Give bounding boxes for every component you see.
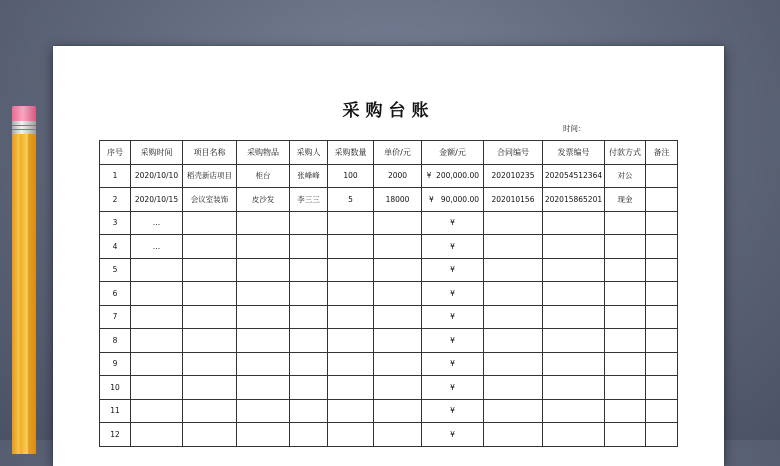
cell-qty[interactable]: 100 xyxy=(328,164,374,188)
document-title: 采购台账 xyxy=(342,101,435,121)
cell-invoice[interactable] xyxy=(543,329,605,353)
cell-price[interactable] xyxy=(374,258,422,282)
cell-date[interactable]: … xyxy=(131,211,183,235)
cell-buyer[interactable] xyxy=(290,282,328,306)
cell-price[interactable] xyxy=(374,235,422,259)
cell-item[interactable] xyxy=(237,211,290,235)
cell-payment[interactable] xyxy=(605,305,646,329)
cell-date[interactable] xyxy=(131,258,183,282)
time-label: 时间： xyxy=(563,124,586,133)
cell-price[interactable] xyxy=(374,211,422,235)
cell-invoice[interactable] xyxy=(543,211,605,235)
cell-date[interactable] xyxy=(131,282,183,306)
cell-date[interactable] xyxy=(131,399,183,423)
cell-project[interactable] xyxy=(183,305,237,329)
cell-payment[interactable] xyxy=(605,423,646,447)
cell-project[interactable] xyxy=(183,352,237,376)
cell-seq[interactable]: 6 xyxy=(100,282,131,306)
cell-invoice[interactable] xyxy=(543,305,605,329)
table-row xyxy=(100,352,678,376)
header-project: 项目名称 xyxy=(183,141,237,165)
cell-project[interactable] xyxy=(183,282,237,306)
cell-project[interactable]: 稻壳新店项目 xyxy=(183,164,237,188)
cell-buyer[interactable] xyxy=(290,423,328,447)
cell-price[interactable] xyxy=(374,282,422,306)
cell-qty[interactable] xyxy=(328,258,374,282)
table-body xyxy=(100,164,678,446)
pencil-body xyxy=(12,134,36,454)
cell-price[interactable]: 2000 xyxy=(374,164,422,188)
cell-seq[interactable]: 4 xyxy=(100,235,131,259)
cell-qty[interactable] xyxy=(328,352,374,376)
amount-value: 90,000.00 xyxy=(440,194,479,204)
table-header-row xyxy=(100,141,678,165)
header-date: 采购时间 xyxy=(131,141,183,165)
header-amount: 金额/元 xyxy=(422,141,484,165)
cell-date[interactable] xyxy=(131,423,183,447)
cell-seq[interactable]: 1 xyxy=(100,164,131,188)
cell-contract[interactable] xyxy=(484,329,543,353)
cell-buyer[interactable] xyxy=(290,211,328,235)
cell-contract[interactable]: 202010235 xyxy=(484,164,543,188)
amount-value: 200,000.00 xyxy=(436,171,479,181)
currency-symbol: ¥ xyxy=(450,335,455,345)
cell-invoice[interactable] xyxy=(543,258,605,282)
table-row xyxy=(100,423,678,447)
table-row xyxy=(100,235,678,259)
currency-symbol: ¥ xyxy=(426,171,432,181)
cell-amount[interactable] xyxy=(422,423,484,447)
currency-symbol: ¥ xyxy=(429,194,434,204)
header-seq: 序号 xyxy=(100,141,131,165)
cell-project[interactable] xyxy=(183,423,237,447)
cell-qty[interactable] xyxy=(328,235,374,259)
cell-invoice[interactable] xyxy=(543,423,605,447)
cell-amount[interactable] xyxy=(422,305,484,329)
cell-qty[interactable] xyxy=(328,329,374,353)
currency-symbol: ¥ xyxy=(450,241,455,251)
cell-payment[interactable] xyxy=(605,399,646,423)
cell-note[interactable] xyxy=(646,399,678,423)
cell-date[interactable] xyxy=(131,352,183,376)
cell-item[interactable]: 皮沙发 xyxy=(237,188,290,212)
cell-contract[interactable] xyxy=(484,211,543,235)
cell-note[interactable] xyxy=(646,305,678,329)
table-row xyxy=(100,188,678,212)
cell-project[interactable] xyxy=(183,211,237,235)
cell-seq[interactable]: 2 xyxy=(100,188,131,212)
header-buyer: 采购人 xyxy=(290,141,328,165)
cell-qty[interactable] xyxy=(328,211,374,235)
table-row xyxy=(100,211,678,235)
cell-invoice[interactable] xyxy=(543,399,605,423)
cell-amount[interactable] xyxy=(422,352,484,376)
cell-contract[interactable] xyxy=(484,305,543,329)
table-row xyxy=(100,164,678,188)
cell-amount[interactable] xyxy=(422,376,484,400)
cell-price[interactable] xyxy=(374,352,422,376)
cell-payment[interactable]: 对公 xyxy=(605,164,646,188)
cell-payment[interactable] xyxy=(605,258,646,282)
header-contract: 合同编号 xyxy=(484,141,543,165)
cell-date[interactable] xyxy=(131,376,183,400)
cell-date[interactable]: 2020/10/15 xyxy=(131,188,183,212)
cell-invoice[interactable]: 202054512364 xyxy=(543,164,605,188)
cell-price[interactable] xyxy=(374,305,422,329)
cell-qty[interactable] xyxy=(328,399,374,423)
cell-note[interactable] xyxy=(646,352,678,376)
cell-item[interactable] xyxy=(237,329,290,353)
cell-qty[interactable] xyxy=(328,305,374,329)
cell-seq[interactable]: 8 xyxy=(100,329,131,353)
cell-payment[interactable] xyxy=(605,352,646,376)
cell-contract[interactable]: 202010156 xyxy=(484,188,543,212)
cell-seq[interactable]: 7 xyxy=(100,305,131,329)
cell-buyer[interactable]: 张峰峰 xyxy=(290,164,328,188)
currency-symbol: ¥ xyxy=(450,265,455,275)
cell-buyer[interactable] xyxy=(290,235,328,259)
cell-price[interactable] xyxy=(374,399,422,423)
cell-invoice[interactable] xyxy=(543,352,605,376)
cell-seq[interactable]: 11 xyxy=(100,399,131,423)
cell-contract[interactable] xyxy=(484,258,543,282)
table-row xyxy=(100,399,678,423)
cell-item[interactable] xyxy=(237,399,290,423)
header-note: 备注 xyxy=(646,141,678,165)
cell-contract[interactable] xyxy=(484,235,543,259)
cell-qty[interactable] xyxy=(328,376,374,400)
currency-symbol: ¥ xyxy=(450,359,455,369)
cell-item[interactable] xyxy=(237,235,290,259)
currency-symbol: ¥ xyxy=(450,406,455,416)
cell-note[interactable] xyxy=(646,258,678,282)
cell-payment[interactable]: 现金 xyxy=(605,188,646,212)
cell-price[interactable] xyxy=(374,329,422,353)
cell-note[interactable] xyxy=(646,164,678,188)
cell-project[interactable] xyxy=(183,235,237,259)
cell-item[interactable] xyxy=(237,352,290,376)
cell-item[interactable]: 柜台 xyxy=(237,164,290,188)
cell-contract[interactable] xyxy=(484,399,543,423)
cell-seq[interactable]: 9 xyxy=(100,352,131,376)
purchase-ledger-table xyxy=(99,140,678,447)
cell-project[interactable] xyxy=(183,376,237,400)
cell-item[interactable] xyxy=(237,423,290,447)
cell-note[interactable] xyxy=(646,282,678,306)
currency-symbol: ¥ xyxy=(450,382,455,392)
cell-item[interactable] xyxy=(237,376,290,400)
pencil-icon xyxy=(12,106,38,446)
cell-payment[interactable] xyxy=(605,376,646,400)
cell-invoice[interactable] xyxy=(543,282,605,306)
currency-symbol: ¥ xyxy=(450,288,455,298)
header-invoice: 发票编号 xyxy=(543,141,605,165)
cell-amount[interactable] xyxy=(422,282,484,306)
cell-contract[interactable] xyxy=(484,423,543,447)
cell-payment[interactable] xyxy=(605,211,646,235)
cell-buyer[interactable] xyxy=(290,305,328,329)
cell-note[interactable] xyxy=(646,188,678,212)
table-row xyxy=(100,305,678,329)
cell-amount[interactable] xyxy=(422,329,484,353)
cell-item[interactable] xyxy=(237,305,290,329)
cell-note[interactable] xyxy=(646,235,678,259)
currency-symbol: ¥ xyxy=(450,312,455,322)
cell-seq[interactable]: 3 xyxy=(100,211,131,235)
cell-buyer[interactable]: 李三三 xyxy=(290,188,328,212)
currency-symbol: ¥ xyxy=(450,429,455,439)
cell-amount[interactable] xyxy=(422,235,484,259)
header-item: 采购物品 xyxy=(237,141,290,165)
header-payment: 付款方式 xyxy=(605,141,646,165)
cell-date[interactable]: 2020/10/10 xyxy=(131,164,183,188)
cell-payment[interactable] xyxy=(605,282,646,306)
cell-contract[interactable] xyxy=(484,376,543,400)
cell-invoice[interactable] xyxy=(543,235,605,259)
pencil-ferrule xyxy=(12,121,36,134)
header-price: 单价/元 xyxy=(374,141,422,165)
cell-payment[interactable] xyxy=(605,235,646,259)
cell-seq[interactable]: 5 xyxy=(100,258,131,282)
cell-seq[interactable]: 10 xyxy=(100,376,131,400)
cell-qty[interactable] xyxy=(328,282,374,306)
cell-buyer[interactable] xyxy=(290,258,328,282)
cell-note[interactable] xyxy=(646,376,678,400)
cell-invoice[interactable] xyxy=(543,376,605,400)
cell-contract[interactable] xyxy=(484,282,543,306)
table-row xyxy=(100,329,678,353)
cell-buyer[interactable] xyxy=(290,376,328,400)
cell-date[interactable]: … xyxy=(131,235,183,259)
cell-payment[interactable] xyxy=(605,329,646,353)
cell-note[interactable] xyxy=(646,423,678,447)
cell-amount[interactable] xyxy=(422,188,484,212)
cell-price[interactable] xyxy=(374,423,422,447)
table-row xyxy=(100,376,678,400)
cell-qty[interactable]: 5 xyxy=(328,188,374,212)
table-row xyxy=(100,258,678,282)
currency-symbol: ¥ xyxy=(450,218,455,228)
cell-project[interactable] xyxy=(183,399,237,423)
cell-amount[interactable] xyxy=(422,258,484,282)
cell-note[interactable] xyxy=(646,211,678,235)
cell-price[interactable]: 18000 xyxy=(374,188,422,212)
cell-qty[interactable] xyxy=(328,423,374,447)
cell-project[interactable] xyxy=(183,329,237,353)
cell-invoice[interactable]: 202015865201 xyxy=(543,188,605,212)
cell-amount[interactable] xyxy=(422,399,484,423)
header-qty: 采购数量 xyxy=(328,141,374,165)
cell-item[interactable] xyxy=(237,282,290,306)
cell-project[interactable]: 会议室装饰 xyxy=(183,188,237,212)
cell-price[interactable] xyxy=(374,376,422,400)
cell-contract[interactable] xyxy=(484,352,543,376)
cell-buyer[interactable] xyxy=(290,352,328,376)
document-sheet xyxy=(53,46,724,466)
pencil-eraser xyxy=(12,106,36,121)
cell-buyer[interactable] xyxy=(290,399,328,423)
cell-amount[interactable] xyxy=(422,164,484,188)
table-row xyxy=(100,282,678,306)
cell-date[interactable] xyxy=(131,305,183,329)
cell-buyer[interactable] xyxy=(290,329,328,353)
cell-item[interactable] xyxy=(237,258,290,282)
cell-seq[interactable]: 12 xyxy=(100,423,131,447)
cell-date[interactable] xyxy=(131,329,183,353)
cell-amount[interactable] xyxy=(422,211,484,235)
cell-project[interactable] xyxy=(183,258,237,282)
cell-note[interactable] xyxy=(646,329,678,353)
